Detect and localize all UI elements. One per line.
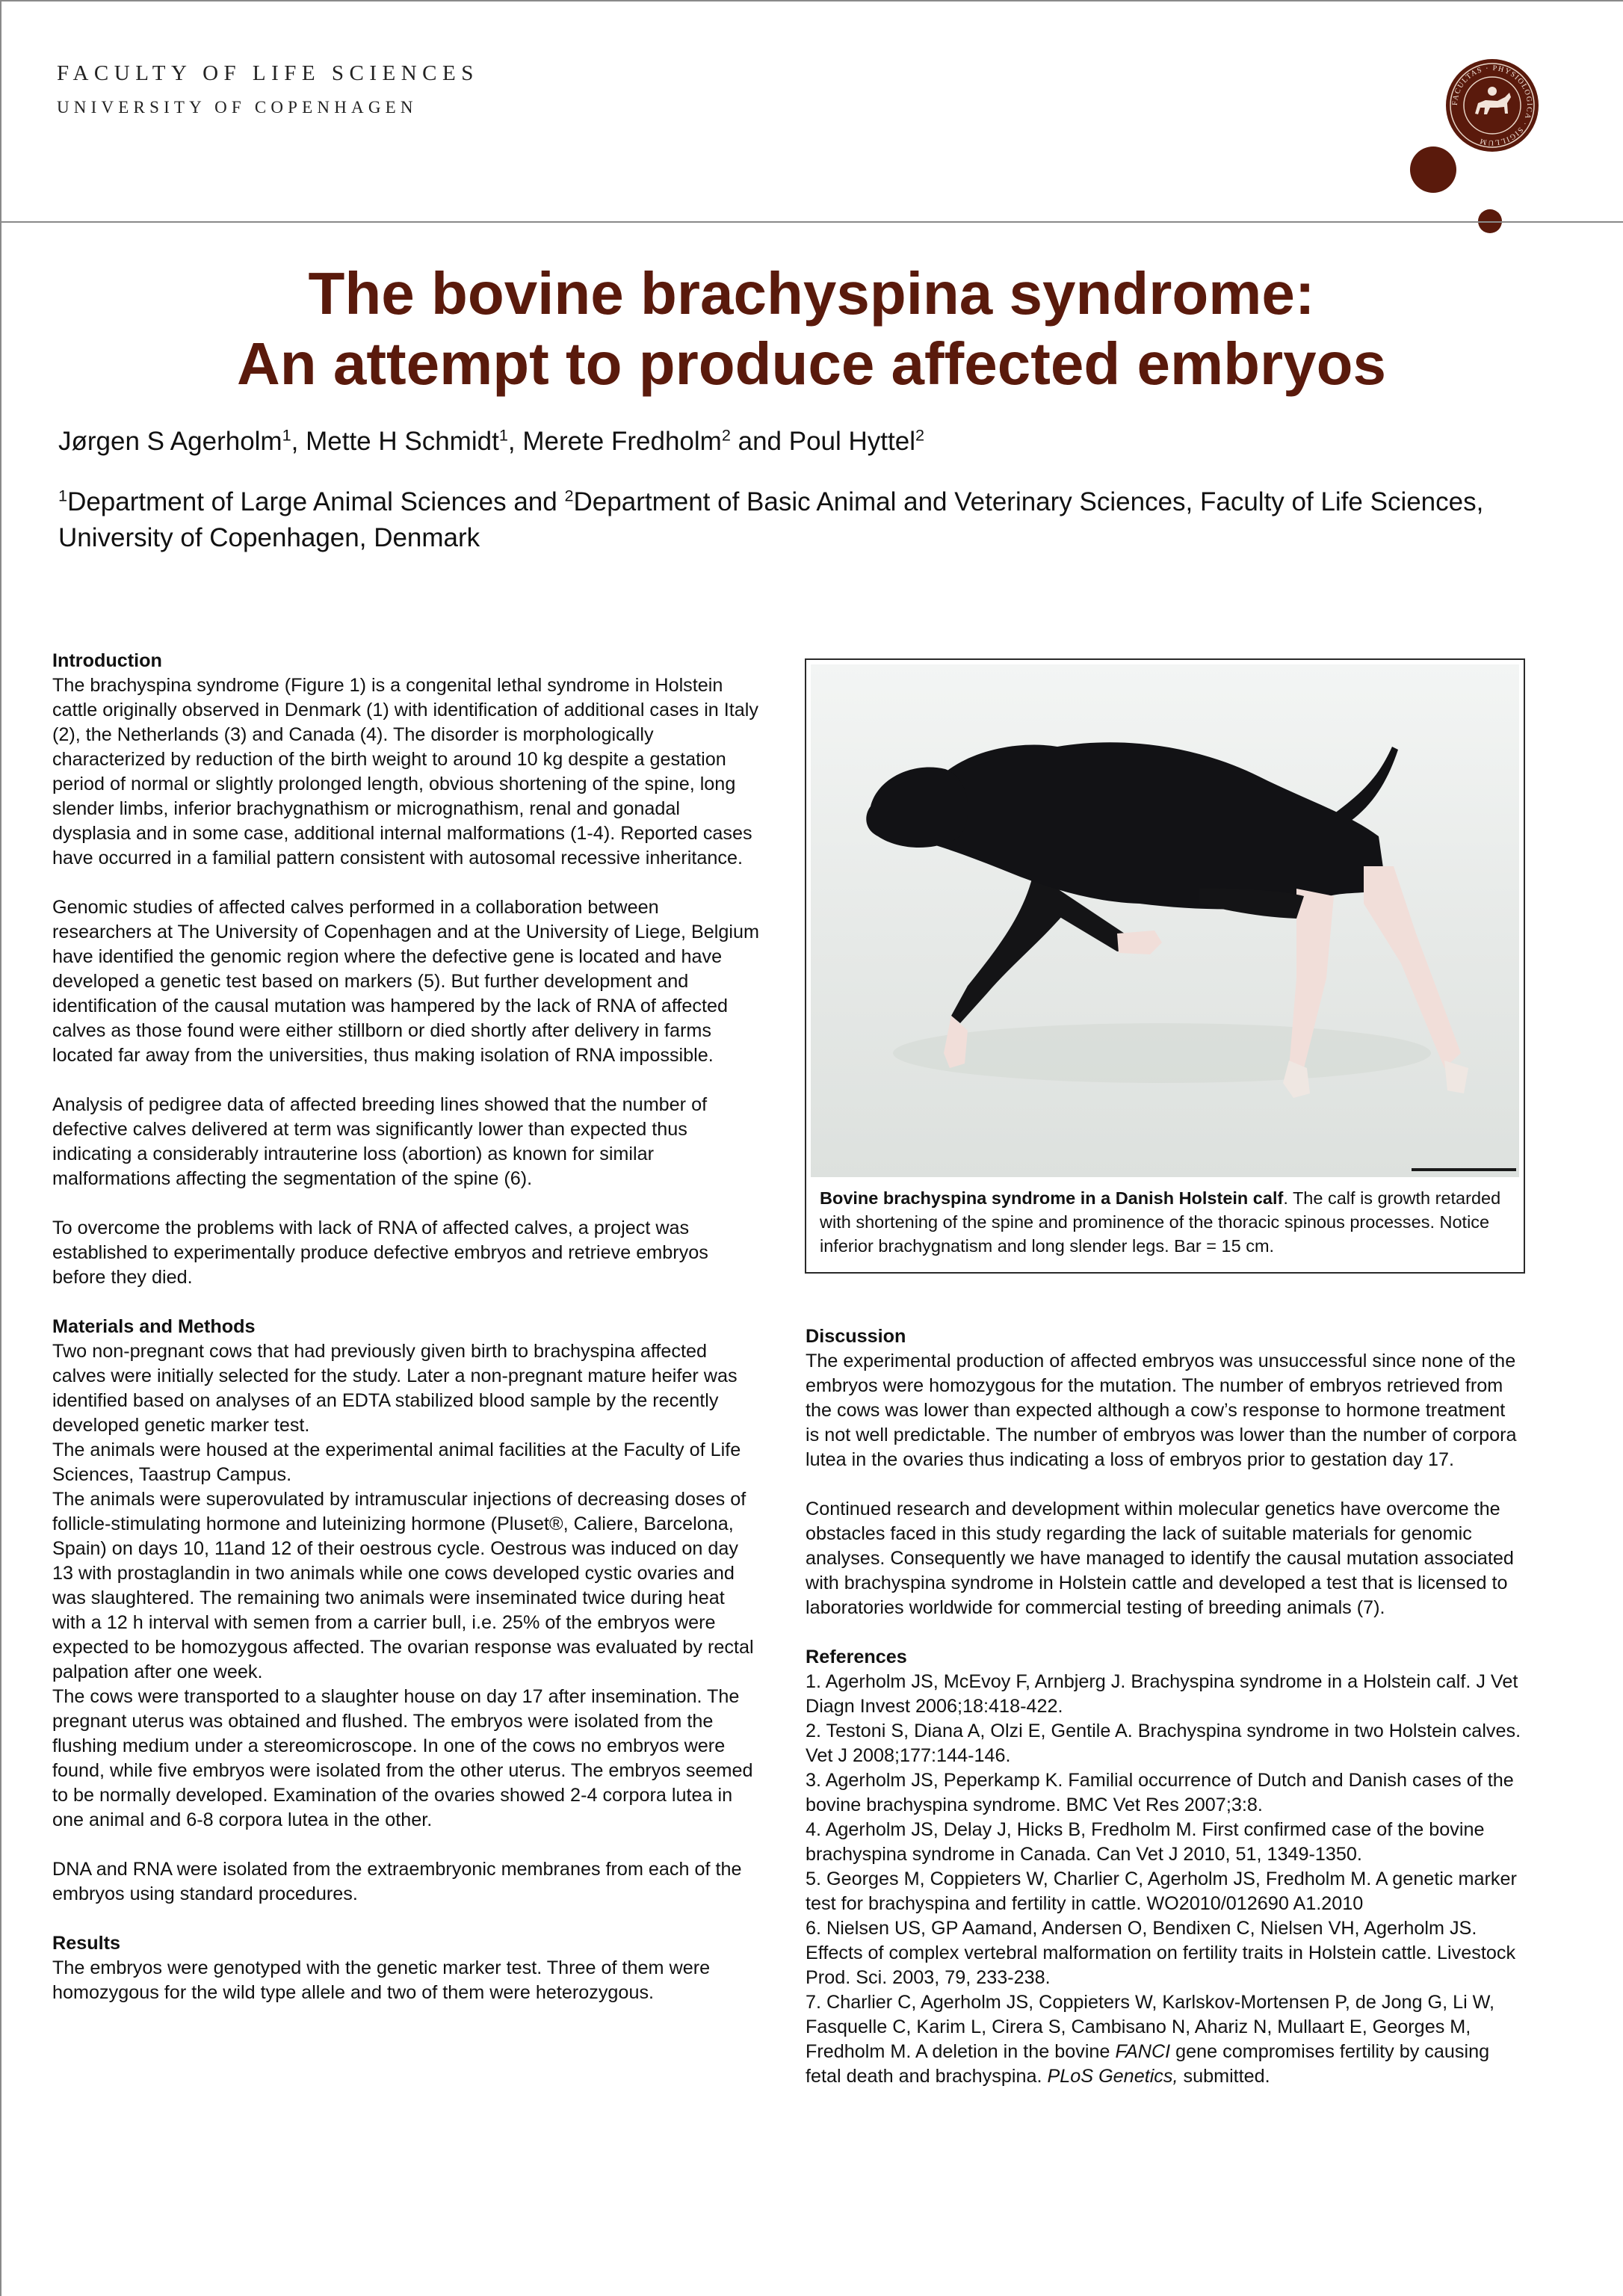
paragraph: The cows were transported to a slaughter house on day 17 after insemination. The pregnant uterus was obtained and flushed. The embryos were isolated from the flushing medium under a stereomicroscope. In one of the cows no embryos were found, while five embryos were isolated from the other uterus. The embryos seemed to be normally developed. Examination of the ovaries showed 2-4 corpora lutea in one animal and 6-8 corpora lutea in the other. [52, 1686, 753, 1830]
author-affiliation-mark: 2 [915, 425, 925, 445]
right-column [806, 1324, 1523, 2114]
author-name: Jørgen S Agerholm [58, 427, 282, 456]
author-separator: , [507, 427, 523, 456]
reference-item: 5. Georges M, Coppieters W, Charlier C, Agerholm JS, Fredholm M. A genetic marker test for brachyspina and fertility in cattle. WO2010/012690 A1.2010 [806, 1868, 1517, 1914]
affiliation-mark: 1 [58, 486, 68, 505]
discussion-section [806, 1324, 1523, 1620]
section-heading: Materials and Methods [52, 1316, 256, 1337]
paragraph: Analysis of pedigree data of affected breeding lines showed that the number of defective calves delivered at term was significantly lower than expected thus indicating a considerably intrauterine loss (abortion) as known for similar malformations affecting the segmentation of the spine (6). [52, 1094, 708, 1189]
affiliation-mark: 2 [564, 486, 574, 505]
title-line-2: An attempt to produce affected embryos [236, 330, 1386, 397]
reference-item: 1. Agerholm JS, McEvoy F, Arnbjerg J. Brachyspina syndrome in a Holstein calf. J Vet Diagn Invest 2006;18:418-422. [806, 1671, 1518, 1717]
results-section [52, 1931, 761, 2005]
figure-caption [820, 1186, 1512, 1258]
paragraph: The embryos were genotyped with the genetic marker test. Three of them were homozygous for the wild type allele and two of them were heterozygous. [52, 1957, 711, 2003]
page-border-top [0, 0, 1623, 1]
author-separator: , [291, 427, 306, 456]
figure-1 [805, 658, 1525, 1274]
reference-item: 4. Agerholm JS, Delay J, Hicks B, Fredholm M. First confirmed case of the bovine brachyspina syndrome in Canada. Can Vet J 2010, 51, 1349-1350. [806, 1819, 1485, 1865]
reference-item: 2. Testoni S, Diana A, Olzi E, Gentile A. Brachyspina syndrome in two Holstein calves. Vet J 2008;177:144-146. [806, 1721, 1521, 1766]
author-conjunction: and [730, 427, 789, 456]
introduction-section [52, 649, 761, 1290]
university-seal-logo [1445, 58, 1539, 152]
reference-item: 6. Nielsen US, GP Aamand, Andersen O, Bendixen C, Nielsen VH, Agerholm JS. Effects of complex vertebral malformation on fertility traits in Holstein cattle. Livestock Prod. Sci. 2003, 79, 233-238. [806, 1918, 1516, 1988]
author-list [58, 426, 924, 457]
paragraph: Genomic studies of affected calves performed in a collaboration between researchers at The University of Copenhagen and at the University of Liege, Belgium have identified the genomic region where the defective gene is located and have developed a genetic test based on markers (5). But further development and identification of the causal mutation was hampered by the lack of RNA of affected calves as those found were either stillborn or died shortly after delivery in farms located far away from the universities, thus making isolation of RNA impossible. [52, 897, 759, 1066]
paragraph: Continued research and development within molecular genetics have overcome the obstacles faced in this study regarding the lack of suitable materials for genomic analyses. Consequently we have managed to identify the causal mutation associated with brachyspina syndrome in Holstein cattle and developed a test that is licensed to laboratories worldwide for commercial testing of breeding animals (7). [806, 1499, 1514, 1618]
affiliations [58, 484, 1568, 556]
author-affiliation-mark: 1 [498, 425, 508, 445]
author-name: Mette H Schmidt [306, 427, 499, 456]
title-line-1: The bovine brachyspina syndrome: [308, 260, 1315, 327]
svg-text:FACULTAS · PHYSIOLOGICA · SIGI: FACULTAS · PHYSIOLOGICA · SIGILLUM [1450, 64, 1534, 147]
reference-text: submitted. [1178, 2066, 1270, 2087]
reference-text: 7. Charlier C, Agerholm JS, Coppieters W, Karlskov-Mortensen P, de Jong G, Li W, Fasquelle C, Karim L, Cirera S, Cambisano N, Ahariz N, Mullaart E, Georges M, Fredholm M. A deletion in the bovine [806, 1992, 1495, 2062]
references-section [806, 1645, 1523, 2089]
reference-list [806, 1670, 1523, 2089]
author-name: Poul Hyttel [788, 427, 915, 456]
author-name: Merete Fredholm [522, 427, 722, 456]
section-heading: Discussion [806, 1326, 906, 1347]
paragraph: The animals were superovulated by intramuscular injections of decreasing doses of follicle-stimulating hormone and luteinizing hormone (Pluset®, Caliere, Barcelona, Spain) on days 10, 11and 12 of their oestrous cycle. Oestrous was induced on day 13 with prostaglandin in two animals while one cows developed cystic ovaries and was slaughtered. The remaining two animals were inseminated twice during heat with a 12 h interval with semen from a carrier bull, i.e. 25% of the embryos were expected to be homozygous affected. The ovarian response was evaluated by rectal palpation after one week. [52, 1489, 754, 1682]
paragraph: The brachyspina syndrome (Figure 1) is a congenital lethal syndrome in Holstein cattle originally observed in Denmark (1) with identification of additional cases in Italy (2), the Netherlands (3) and Canada (4). The disorder is morphologically characterized by reduction of the birth weight to around 10 kg despite a gestation period of normal or slightly prolonged length, obvious shortening of the spine, long slender limbs, inferior brachygnathism or micrognathism, renal and gonadal dysplasia and in some case, additional internal malformations (1-4). Reported cases have occurred in a familial pattern consistent with autosomal recessive inheritance. [52, 675, 758, 868]
decorative-dot-large [1410, 146, 1456, 193]
reference-item: 3. Agerholm JS, Peperkamp K. Familial occurrence of Dutch and Danish cases of the bovine brachyspina syndrome. BMC Vet Res 2007;3:8. [806, 1770, 1514, 1815]
section-heading: Introduction [52, 650, 162, 671]
paragraph: To overcome the problems with lack of RNA of affected calves, a project was established to experimentally produce defective embryos and retrieve embryos before they died. [52, 1218, 708, 1288]
paragraph: Two non-pregnant cows that had previously given birth to brachyspina affected calves were initially selected for the study. Later a non-pregnant mature heifer was identified based on analyses of an EDTA stabilized blood sample by the recently developed genetic marker test. [52, 1341, 738, 1436]
methods-section [52, 1315, 761, 1907]
left-column [52, 649, 761, 2030]
author-affiliation-mark: 1 [282, 425, 291, 445]
journal-name: PLoS Genetics, [1047, 2066, 1178, 2087]
section-heading: Results [52, 1933, 120, 1954]
author-affiliation-mark: 2 [721, 425, 731, 445]
calf-illustration [811, 664, 1519, 1177]
reference-text: gene compromises fertility by causing fetal death and brachyspina. [806, 2041, 1490, 2087]
calf-photo [811, 664, 1519, 1177]
section-heading: References [806, 1647, 907, 1667]
affiliation-text: Department of Basic Animal and Veterinary Sciences, Faculty of Life Sciences, University of Copenhagen, Denmark [58, 487, 1484, 552]
header-divider [0, 221, 1623, 223]
reference-item [806, 1990, 1523, 2089]
faculty-name: FACULTY OF LIFE SCIENCES [57, 61, 479, 85]
paragraph: DNA and RNA were isolated from the extraembryonic membranes from each of the embryos using standard procedures. [52, 1859, 742, 1904]
affiliation-text: Department of Large Animal Sciences and [67, 487, 565, 516]
caption-title: Bovine brachyspina syndrome in a Danish Holstein calf [820, 1188, 1284, 1208]
poster-title [0, 259, 1623, 399]
paragraph: The animals were housed at the experimental animal facilities at the Faculty of Life Sciences, Taastrup Campus. [52, 1439, 741, 1485]
paragraph: The experimental production of affected embryos was unsuccessful since none of the embryos were homozygous for the mutation. The number of embryos retrieved from the cows was lower than expected although a cow’s response to hormone treatment is not well predictable. The number of embryos was lower than the number of corpora lutea in the ovaries thus indicating a loss of embryos prior to gestation day 17. [806, 1351, 1517, 1470]
university-name: UNIVERSITY OF COPENHAGEN [57, 98, 418, 117]
caption-text: . The calf is growth retarded with shortening of the spine and prominence of the thoracic spinous processes. Notice inferior brachygnatism and long slender legs. Bar = 15 cm. [820, 1188, 1501, 1256]
gene-name: FANCI [1115, 2041, 1171, 2062]
